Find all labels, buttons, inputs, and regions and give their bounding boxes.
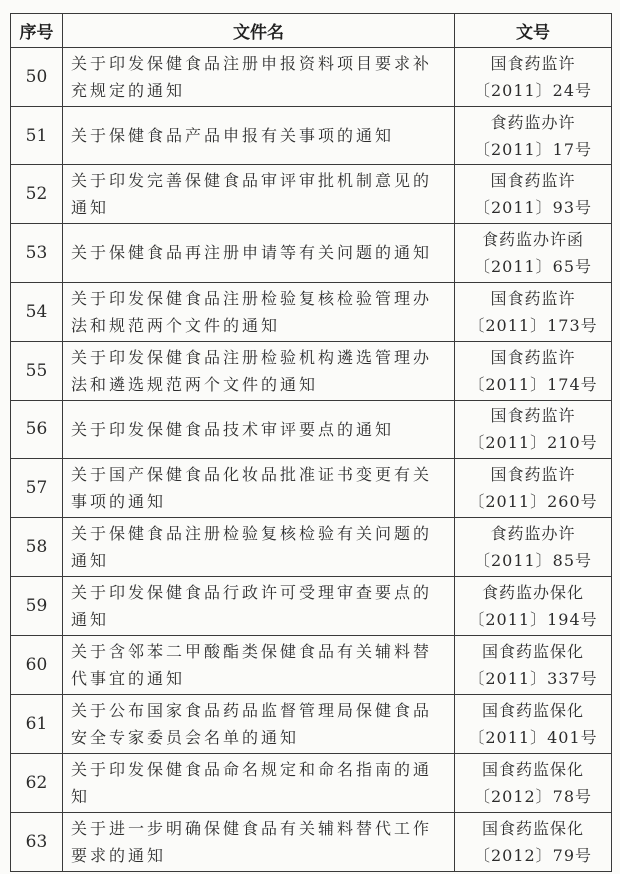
row-code-line1: 国食药监许 bbox=[490, 171, 576, 191]
row-code bbox=[455, 282, 612, 341]
table-row bbox=[11, 517, 612, 576]
row-no: 50 bbox=[11, 48, 63, 107]
row-no: 58 bbox=[11, 517, 63, 576]
row-no: 51 bbox=[11, 107, 63, 165]
table-row bbox=[11, 341, 612, 400]
row-no: 53 bbox=[11, 224, 63, 282]
row-code-line2: 〔2012〕78号 bbox=[473, 786, 593, 806]
table-row bbox=[11, 48, 612, 107]
row-code-line1: 国食药监许 bbox=[490, 347, 576, 367]
row-code-line1: 国食药监许 bbox=[490, 406, 576, 426]
row-code-line1: 食药监办许 bbox=[490, 112, 576, 132]
row-code-line2: 〔2011〕401号 bbox=[468, 727, 598, 747]
row-code-line1: 国食药监许 bbox=[490, 464, 576, 484]
header-code: 文号 bbox=[455, 14, 612, 48]
document-table bbox=[10, 13, 612, 872]
row-code bbox=[455, 812, 612, 871]
row-name: 关于印发完善保健食品审评审批机制意见的通知 bbox=[63, 165, 455, 224]
row-no: 63 bbox=[11, 812, 63, 871]
table-header-row bbox=[11, 14, 612, 48]
row-code-line1: 国食药监许 bbox=[490, 288, 576, 308]
row-name: 关于国产保健食品化妆品批准证书变更有关事项的通知 bbox=[63, 458, 455, 517]
row-code-line1: 国食药监保化 bbox=[481, 700, 584, 720]
row-code bbox=[455, 635, 612, 694]
row-code bbox=[455, 224, 612, 282]
table-row bbox=[11, 224, 612, 282]
row-code-line2: 〔2011〕24号 bbox=[473, 81, 593, 100]
row-code bbox=[455, 165, 612, 224]
row-name: 关于印发保健食品注册申报资料项目要求补充规定的通知 bbox=[63, 48, 455, 107]
row-code-line2: 〔2011〕174号 bbox=[468, 374, 598, 394]
row-code-line2: 〔2011〕93号 bbox=[473, 198, 593, 218]
row-no: 62 bbox=[11, 753, 63, 812]
row-no: 55 bbox=[11, 341, 63, 400]
table-row bbox=[11, 694, 612, 753]
row-code-line2: 〔2011〕17号 bbox=[473, 139, 593, 159]
row-name: 关于印发保健食品注册检验复核检验管理办法和规范两个文件的通知 bbox=[63, 282, 455, 341]
row-code bbox=[455, 48, 612, 107]
row-code-line1: 食药监办保化 bbox=[481, 582, 584, 602]
row-no: 61 bbox=[11, 694, 63, 753]
row-code-line2: 〔2011〕337号 bbox=[468, 668, 598, 688]
row-name: 关于公布国家食品药品监督管理局保健食品安全专家委员会名单的通知 bbox=[63, 694, 455, 753]
row-code-line1: 食药监办许函 bbox=[481, 229, 584, 249]
row-code bbox=[455, 517, 612, 576]
row-code bbox=[455, 107, 612, 165]
table-row bbox=[11, 812, 612, 871]
header-name: 文件名 bbox=[63, 14, 455, 48]
row-code-line1: 国食药监保化 bbox=[481, 818, 584, 838]
row-code bbox=[455, 458, 612, 517]
row-code-line2: 〔2011〕173号 bbox=[468, 315, 598, 335]
table-row bbox=[11, 282, 612, 341]
row-no: 59 bbox=[11, 576, 63, 635]
row-code-line1: 国食药监保化 bbox=[481, 759, 584, 779]
row-name: 关于印发保健食品命名规定和命名指南的通知 bbox=[63, 753, 455, 812]
table-row bbox=[11, 107, 612, 165]
row-name: 关于印发保健食品注册检验机构遴选管理办法和遴选规范两个文件的通知 bbox=[63, 341, 455, 400]
row-code-line2: 〔2011〕260号 bbox=[468, 491, 598, 511]
row-name: 关于保健食品再注册申请等有关问题的通知 bbox=[63, 224, 455, 282]
row-no: 57 bbox=[11, 458, 63, 517]
row-code-line2: 〔2011〕194号 bbox=[468, 609, 598, 629]
table-row bbox=[11, 753, 612, 812]
row-code bbox=[455, 400, 612, 458]
row-code bbox=[455, 694, 612, 753]
row-code-line1: 食药监办许 bbox=[490, 523, 576, 543]
row-name: 关于印发保健食品技术审评要点的通知 bbox=[63, 400, 455, 458]
table-row bbox=[11, 165, 612, 224]
row-name: 关于印发保健食品行政许可受理审查要点的通知 bbox=[63, 576, 455, 635]
row-code-line2: 〔2011〕210号 bbox=[468, 433, 598, 453]
row-code-line1: 国食药监保化 bbox=[481, 641, 584, 661]
row-code bbox=[455, 753, 612, 812]
row-name: 关于保健食品注册检验复核检验有关问题的通知 bbox=[63, 517, 455, 576]
row-name: 关于进一步明确保健食品有关辅料替代工作要求的通知 bbox=[63, 812, 455, 871]
row-code bbox=[455, 576, 612, 635]
row-name: 关于含邻苯二甲酸酯类保健食品有关辅料替代事宜的通知 bbox=[63, 635, 455, 694]
row-no: 52 bbox=[11, 165, 63, 224]
table-row bbox=[11, 635, 612, 694]
table-row bbox=[11, 576, 612, 635]
row-code-line2: 〔2011〕65号 bbox=[473, 256, 593, 276]
row-no: 56 bbox=[11, 400, 63, 458]
row-no: 60 bbox=[11, 635, 63, 694]
table-row bbox=[11, 400, 612, 458]
row-code-line2: 〔2011〕85号 bbox=[473, 550, 593, 570]
row-no: 54 bbox=[11, 282, 63, 341]
table-row bbox=[11, 458, 612, 517]
row-code bbox=[455, 341, 612, 400]
row-code-line2: 〔2012〕79号 bbox=[473, 845, 593, 865]
row-name: 关于保健食品产品申报有关事项的通知 bbox=[63, 107, 455, 165]
row-code-line1: 国食药监许 bbox=[490, 54, 576, 73]
header-no: 序号 bbox=[11, 14, 63, 48]
